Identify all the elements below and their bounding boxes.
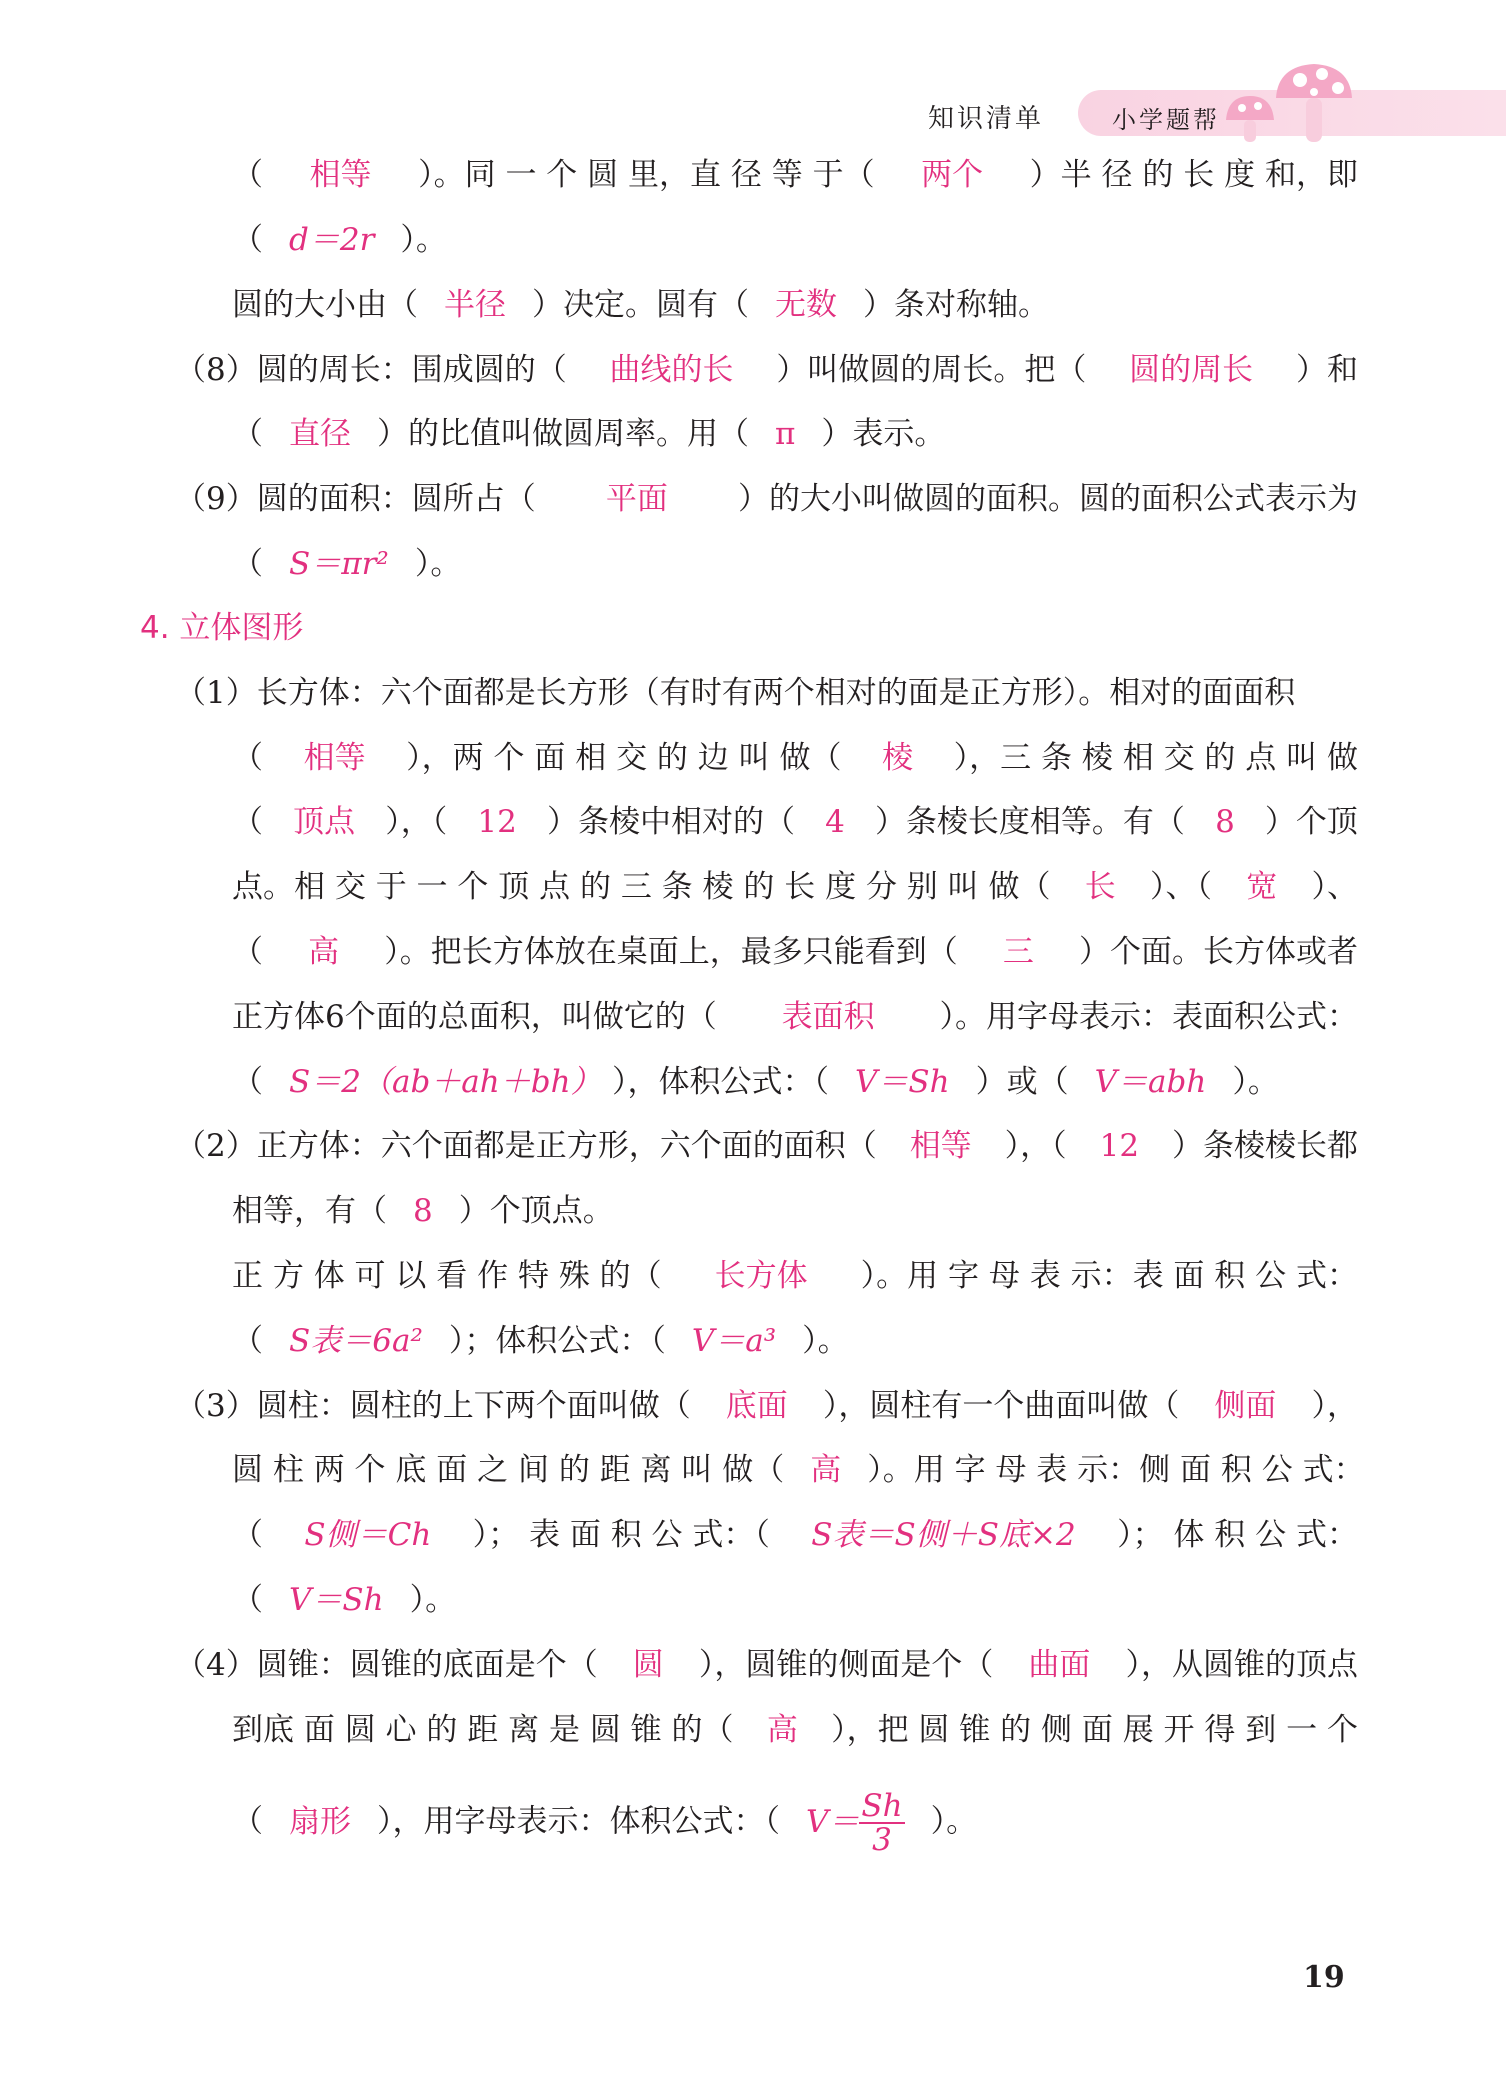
body-text: （ — [232, 934, 263, 970]
body-text: ），（ — [1004, 1128, 1067, 1164]
fraction-denominator: 3 — [872, 1822, 892, 1858]
answer-text: V＝Sh — [855, 1064, 950, 1100]
body-text: 到底 面 圆 心 的 距 离 是 圆 锥 的（ — [232, 1712, 734, 1748]
answer-text: V＝Sh — [289, 1582, 384, 1618]
body-text: （ — [232, 157, 263, 193]
header-brand: 小学题帮 — [1112, 106, 1220, 134]
text-line — [232, 1580, 456, 1620]
body-text: ）。把长方体放在桌面上，最多只能看到（ — [384, 934, 958, 970]
answer-text: 4 — [825, 804, 845, 840]
answer-text: 曲面 — [1028, 1647, 1091, 1683]
mushroom-logo-icon — [1218, 58, 1358, 158]
answer-text: 顶点 — [293, 804, 356, 840]
body-text: ）叫做圆的周长。把（ — [776, 352, 1087, 388]
text-line — [175, 1386, 1358, 1426]
answer-text: 12 — [1099, 1128, 1140, 1164]
body-text: （4）圆锥：圆锥的底面是个（ — [175, 1647, 598, 1683]
body-text: ）。 — [400, 222, 447, 258]
body-text: ）。用 字 母 表 示：表 面 积 公 式： — [860, 1258, 1358, 1294]
body-text: （ — [232, 740, 263, 776]
answer-text: 表面积 — [781, 999, 875, 1035]
body-text: ）个顶 — [1264, 804, 1358, 840]
body-text: ），三 条 棱 相 交 的 点 叫 做 — [953, 740, 1358, 776]
text-line — [232, 1256, 1358, 1296]
body-text: ）的大小叫做圆的面积。圆的面积公式表示为 — [737, 481, 1358, 517]
answer-text: 侧面 — [1214, 1388, 1277, 1424]
body-text: ）。 — [414, 546, 462, 582]
section-title: 4. 立体图形 — [140, 610, 304, 646]
body-text: （ — [232, 1064, 263, 1100]
body-text: 正 方 体 可 以 看 作 特 殊 的（ — [232, 1258, 662, 1294]
fraction-numerator: Sh — [861, 1788, 903, 1824]
body-text: ），圆柱有一个曲面叫做（ — [822, 1388, 1180, 1424]
body-text: ）半 径 的 长 度 和，即 — [1029, 157, 1358, 193]
body-text: ），（ — [385, 804, 448, 840]
body-text: ），两 个 面 相 交 的 边 叫 做（ — [406, 740, 842, 776]
answer-text: 半径 — [444, 287, 506, 323]
body-text: ）、 — [1311, 869, 1358, 905]
body-text: ），圆锥的侧面是个（ — [698, 1647, 994, 1683]
body-text: ），用字母表示：体积公式：（ — [377, 1803, 780, 1840]
text-line — [232, 867, 1358, 907]
body-text: （9）圆的面积：圆所占（ — [175, 481, 536, 517]
page-number: 19 — [1303, 1960, 1345, 1995]
body-text: 点。相 交 于 一 个 顶 点 的 三 条 棱 的 长 度 分 别 叫 做（ — [232, 869, 1051, 905]
body-text: （ — [232, 416, 263, 452]
answer-text: 长 — [1084, 869, 1116, 905]
body-text: ），从圆锥的顶点 — [1125, 1647, 1358, 1683]
body-text: 相等，有（ — [232, 1193, 387, 1229]
answer-text: 相等 — [303, 740, 366, 776]
text-line — [232, 1191, 614, 1231]
text-line — [175, 1126, 1358, 1166]
answer-text: 直径 — [289, 416, 351, 452]
body-text: ）。 — [802, 1323, 849, 1359]
body-text: ）。用 字 母 表 示：侧 面 积 公 式： — [867, 1452, 1365, 1488]
body-text: ）； 表 面 积 公 式：（ — [472, 1517, 770, 1553]
answer-text: π — [775, 416, 796, 452]
text-line — [232, 1790, 977, 1856]
body-text: ）条棱中相对的（ — [546, 804, 795, 840]
body-text: ），把 圆 锥 的 侧 面 展 开 得 到 一 个 — [831, 1712, 1358, 1748]
text-line — [232, 1321, 849, 1361]
answer-text: S＝πr² — [289, 546, 389, 582]
body-text: ）条对称轴。 — [863, 287, 1049, 323]
answer-text: S侧＝Ch — [304, 1517, 432, 1553]
text-line — [232, 544, 461, 584]
answer-text: 两个 — [921, 157, 984, 193]
answer-text: S表＝6a² — [289, 1323, 423, 1359]
body-text: ）。用字母表示：表面积公式： — [939, 999, 1358, 1035]
answer-text: 高 — [308, 934, 340, 970]
header-section-label: 知识清单 — [928, 104, 1045, 134]
text-line — [232, 997, 1358, 1037]
body-text: （8）圆的周长：围成圆的（ — [175, 352, 567, 388]
body-text: （1）长方体：六个面都是长方形（有时有两个相对的面是正方形）。相对的面面积 — [175, 675, 1296, 711]
answer-text: V＝a³ — [691, 1323, 777, 1359]
answer-text: 圆 — [632, 1647, 664, 1683]
text-line — [232, 414, 945, 454]
answer-text: 8 — [1215, 804, 1235, 840]
answer-text: 棱 — [882, 740, 914, 776]
text-line — [232, 220, 447, 260]
text-line — [175, 1645, 1358, 1685]
answer-text: V＝abh — [1094, 1064, 1207, 1100]
answer-text: 12 — [477, 804, 517, 840]
answer-text: 高 — [810, 1452, 842, 1488]
answer-text: 平面 — [605, 481, 668, 517]
answer-text: 无数 — [775, 287, 837, 323]
body-text: （3）圆柱：圆柱的上下两个面叫做（ — [175, 1388, 691, 1424]
text-line — [175, 479, 1358, 519]
body-text: ）；体积公式：（ — [448, 1323, 666, 1359]
body-text: ）。 — [1232, 1064, 1279, 1100]
answer-text: 宽 — [1246, 869, 1278, 905]
body-text: （ — [232, 804, 263, 840]
body-text: ）。 — [930, 1803, 978, 1840]
text-line — [232, 932, 1358, 972]
answer-text: 扇形 — [289, 1803, 351, 1840]
body-text: ）条棱长度相等。有（ — [874, 804, 1185, 840]
body-text: ）或（ — [975, 1064, 1069, 1100]
body-text: （2）正方体：六个面都是正方形，六个面的面积（ — [175, 1128, 877, 1164]
body-text: 正方体6个面的总面积，叫做它的（ — [232, 999, 717, 1035]
body-text: （ — [232, 546, 263, 582]
text-line — [175, 350, 1358, 390]
answer-text: S＝2（ab＋ah＋bh） — [289, 1064, 587, 1100]
answer-text: d＝2r — [289, 222, 375, 258]
answer-text: 相等 — [309, 157, 372, 193]
body-text: ），体积公式：（ — [612, 1064, 830, 1100]
answer-text: S表＝S侧＋S底×2 — [811, 1517, 1076, 1553]
answer-text: 圆的周长 — [1129, 352, 1254, 388]
answer-text: 长方体 — [714, 1258, 808, 1294]
text-line — [232, 802, 1358, 842]
body-text: ）表示。 — [821, 416, 946, 452]
text-line — [232, 1710, 1358, 1750]
answer-text: 底面 — [725, 1388, 788, 1424]
body-text: （ — [232, 222, 263, 258]
body-text: （ — [232, 1517, 263, 1553]
section-heading — [140, 608, 303, 648]
answer-text: 8 — [413, 1193, 433, 1229]
body-text: （ — [232, 1323, 263, 1359]
body-text: ）条棱棱长都 — [1172, 1128, 1358, 1164]
body-text: 圆的大小由（ — [232, 287, 418, 323]
body-text: 圆 柱 两 个 底 面 之 间 的 距 离 叫 做（ — [232, 1452, 785, 1488]
body-text: ）个面。长方体或者 — [1079, 934, 1358, 970]
body-text: （ — [232, 1803, 263, 1840]
body-text: （ — [232, 1582, 263, 1618]
fraction — [859, 1790, 904, 1856]
body-text: ）； 体 积 公 式： — [1117, 1517, 1358, 1553]
body-text: ）和 — [1295, 352, 1358, 388]
text-line — [232, 1062, 1279, 1102]
answer-text: 相等 — [909, 1128, 972, 1164]
text-line — [175, 673, 1358, 713]
body-text: ）的比值叫做圆周率。用（ — [377, 416, 749, 452]
fraction-prefix: V＝ — [806, 1803, 860, 1840]
answer-fraction — [780, 1788, 931, 1858]
text-line — [232, 285, 1049, 325]
body-text: ）。 — [409, 1582, 457, 1618]
text-line — [232, 1450, 1365, 1490]
text-line — [232, 738, 1358, 778]
answer-text: 高 — [766, 1712, 798, 1748]
body-text: ）， — [1311, 1388, 1358, 1424]
text-line — [232, 155, 1358, 195]
body-text: ）决定。圆有（ — [532, 287, 749, 323]
text-line — [232, 1515, 1358, 1555]
answer-text: 三 — [1002, 934, 1034, 970]
body-text: ）。同 一 个 圆 里，直 径 等 于（ — [418, 157, 875, 193]
body-text: ）、（ — [1149, 869, 1212, 905]
answer-text: 曲线的长 — [609, 352, 734, 388]
body-text: ）个顶点。 — [458, 1193, 614, 1229]
